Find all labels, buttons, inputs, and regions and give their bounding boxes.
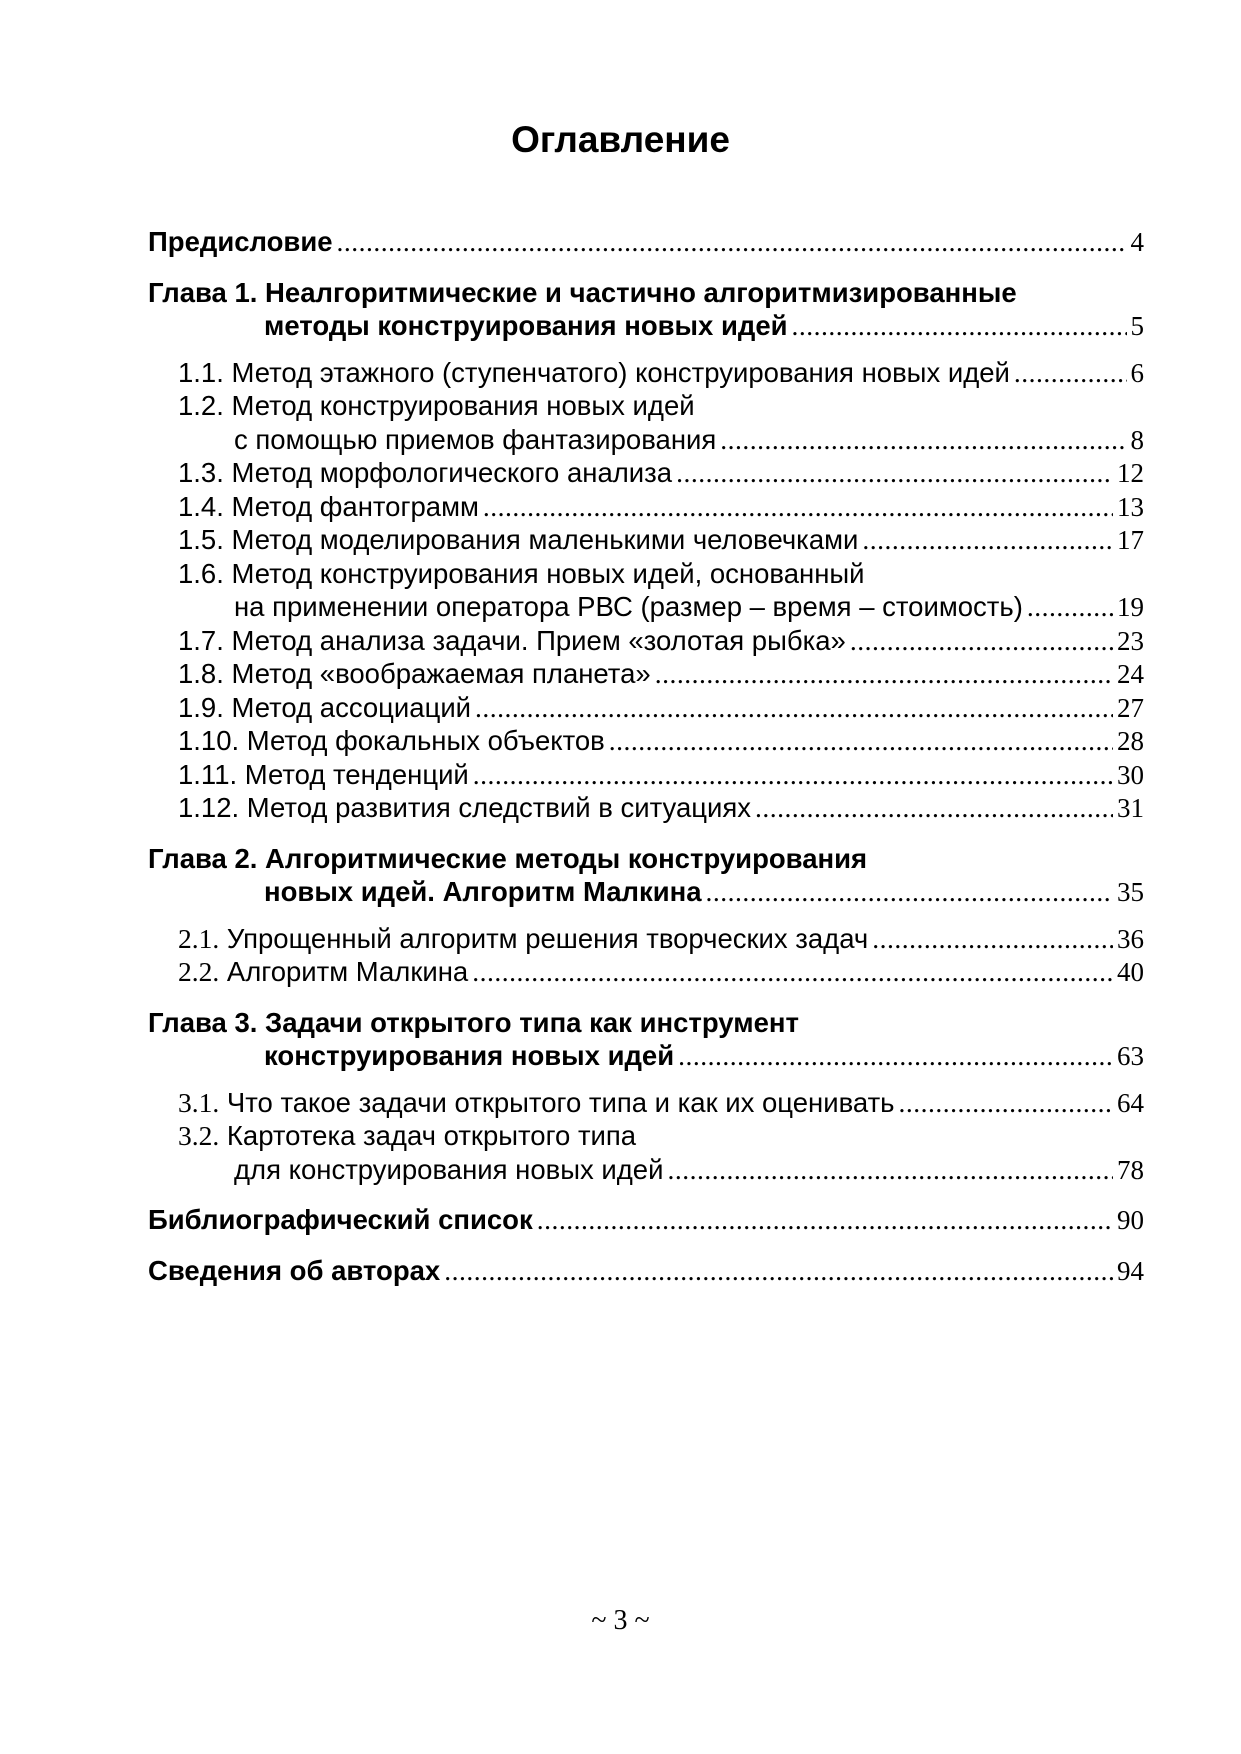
dot-leader: [676, 456, 1113, 490]
toc-chapter-2-line1[interactable]: [148, 842, 1144, 876]
toc-page-number: 64: [1117, 1087, 1144, 1118]
toc-page-number: 94: [1117, 1255, 1144, 1286]
toc-entry-preface[interactable]: [148, 225, 1144, 259]
toc-page-number: 40: [1117, 957, 1144, 987]
toc-page-number: 78: [1117, 1154, 1144, 1185]
toc-label: для конструирования новых идей: [234, 1153, 664, 1185]
dot-leader: [678, 1039, 1113, 1073]
dot-leader: [337, 225, 1127, 259]
toc-chapter-1-line1[interactable]: [148, 276, 1144, 310]
toc-section-1-3[interactable]: [148, 456, 1144, 490]
toc-page-number: 35: [1117, 877, 1144, 907]
toc-label: на применении оператора РВС (размер – время – стоимость): [234, 591, 1023, 622]
toc-page-number: 36: [1117, 923, 1144, 954]
toc-section-3-1[interactable]: [148, 1086, 1144, 1120]
toc-label: конструирования новых идей: [264, 1040, 675, 1071]
dot-leader: [473, 758, 1113, 792]
toc-page-number: 30: [1117, 759, 1144, 790]
toc-section-1-4[interactable]: [148, 490, 1144, 524]
toc-section-2-1[interactable]: [148, 922, 1144, 956]
table-of-contents: [148, 225, 1144, 1287]
toc-label: Глава 2. Алгоритмические методы конструирования: [148, 842, 868, 874]
dot-leader: [899, 1086, 1113, 1120]
toc-label: Библиографический список: [148, 1204, 533, 1235]
toc-label: Упрощенный алгоритм решения творческих задач: [226, 922, 869, 954]
dot-leader: [537, 1203, 1113, 1237]
toc-page-number: 31: [1117, 793, 1144, 823]
toc-page-number: 17: [1117, 525, 1144, 555]
toc-label: Что такое задачи открытого типа и как их оценивать: [226, 1086, 895, 1118]
toc-section-number: 3.2.: [178, 1120, 220, 1151]
dot-leader: [862, 523, 1113, 557]
toc-section-1-11[interactable]: [148, 758, 1144, 792]
toc-section-number: 2.1.: [178, 922, 220, 954]
toc-section-1-6-line2[interactable]: [148, 590, 1144, 624]
toc-section-number: 2.2.: [178, 956, 220, 987]
toc-section-1-5[interactable]: [148, 523, 1144, 557]
page-title: Оглавление: [511, 119, 730, 160]
dot-leader: [1014, 356, 1127, 390]
toc-section-1-6-line1[interactable]: [148, 557, 1144, 591]
toc-chapter-2-line2[interactable]: [148, 875, 1144, 909]
toc-label: Алгоритм Малкина: [226, 956, 469, 987]
toc-label: 1.10. Метод фокальных объектов: [178, 725, 605, 756]
toc-page-number: 63: [1117, 1041, 1144, 1071]
toc-label: 1.2. Метод конструирования новых идей: [178, 390, 695, 421]
toc-label: Предисловие: [148, 226, 333, 257]
toc-chapter-1-line2[interactable]: [148, 309, 1144, 343]
toc-section-1-8[interactable]: [148, 657, 1144, 691]
toc-label: 1.4. Метод фантограмм: [178, 490, 479, 522]
toc-entry-authors[interactable]: [148, 1254, 1144, 1288]
toc-label: 1.3. Метод морфологического анализа: [178, 457, 673, 488]
toc-page-number: 27: [1117, 692, 1144, 723]
dot-leader: [872, 922, 1113, 956]
dot-leader: [483, 490, 1113, 524]
toc-section-1-10[interactable]: [148, 724, 1144, 758]
toc-label: 1.12. Метод развития следствий в ситуациях: [178, 792, 752, 823]
toc-chapter-3-line1[interactable]: [148, 1006, 1144, 1040]
toc-section-2-2[interactable]: [148, 955, 1144, 989]
toc-page-number: 6: [1130, 357, 1144, 388]
dot-leader: [667, 1153, 1113, 1187]
toc-page-number: 12: [1117, 458, 1144, 488]
dot-leader: [706, 875, 1113, 909]
toc-section-number: 3.1.: [178, 1086, 220, 1118]
toc-label: 1.6. Метод конструирования новых идей, основанный: [178, 557, 865, 589]
dot-leader: [1027, 590, 1113, 624]
toc-label: 1.5. Метод моделирования маленькими человечками: [178, 524, 859, 555]
page-number-footer: ~ 3 ~: [591, 1605, 650, 1636]
toc-section-1-12[interactable]: [148, 791, 1144, 825]
toc-page-number: 5: [1130, 311, 1144, 341]
dot-leader: [444, 1254, 1113, 1288]
toc-section-1-7[interactable]: [148, 624, 1144, 658]
toc-label: 1.7. Метод анализа задачи. Прием «золотая рыбка»: [178, 624, 846, 656]
toc-page-number: 8: [1130, 424, 1144, 455]
toc-page-number: 23: [1117, 625, 1144, 656]
toc-label: Глава 1. Неалгоритмические и частично алгоритмизированные: [148, 276, 1017, 308]
toc-section-1-2-line2[interactable]: [148, 423, 1144, 457]
toc-label: методы конструирования новых идей: [264, 310, 788, 341]
toc-entry-bibliography[interactable]: [148, 1203, 1144, 1237]
toc-label: с помощью приемов фантазирования: [234, 423, 717, 455]
dot-leader: [792, 309, 1127, 343]
dot-leader: [755, 791, 1113, 825]
toc-label: Сведения об авторах: [148, 1254, 441, 1286]
toc-label: Глава 3. Задачи открытого типа как инструмент: [148, 1006, 799, 1038]
toc-page-number: 24: [1117, 659, 1144, 689]
toc-page-number: 13: [1117, 491, 1144, 522]
toc-section-1-9[interactable]: [148, 691, 1144, 725]
toc-label: 1.11. Метод тенденций: [178, 758, 469, 790]
toc-page-number: 19: [1117, 592, 1144, 622]
dot-leader: [655, 657, 1113, 691]
toc-page-number: 4: [1130, 227, 1144, 257]
toc-label: Картотека задач открытого типа: [226, 1120, 637, 1151]
toc-chapter-3-line2[interactable]: [148, 1039, 1144, 1073]
toc-section-1-2-line1[interactable]: [148, 389, 1144, 423]
toc-page-number: 90: [1117, 1205, 1144, 1235]
toc-label: 1.1. Метод этажного (ступенчатого) конструирования новых идей: [178, 356, 1010, 388]
dot-leader: [609, 724, 1113, 758]
toc-section-1-1[interactable]: [148, 356, 1144, 390]
dot-leader: [850, 624, 1113, 658]
toc-label: новых идей. Алгоритм Малкина: [264, 876, 702, 907]
toc-section-3-2-line2[interactable]: [148, 1153, 1144, 1187]
toc-section-3-2-line1[interactable]: [148, 1119, 1144, 1153]
dot-leader: [720, 423, 1126, 457]
dot-leader: [472, 955, 1113, 989]
dot-leader: [475, 691, 1113, 725]
toc-page-number: 28: [1117, 726, 1144, 756]
toc-label: 1.9. Метод ассоциаций: [178, 691, 472, 723]
toc-label: 1.8. Метод «воображаемая планета»: [178, 658, 651, 689]
